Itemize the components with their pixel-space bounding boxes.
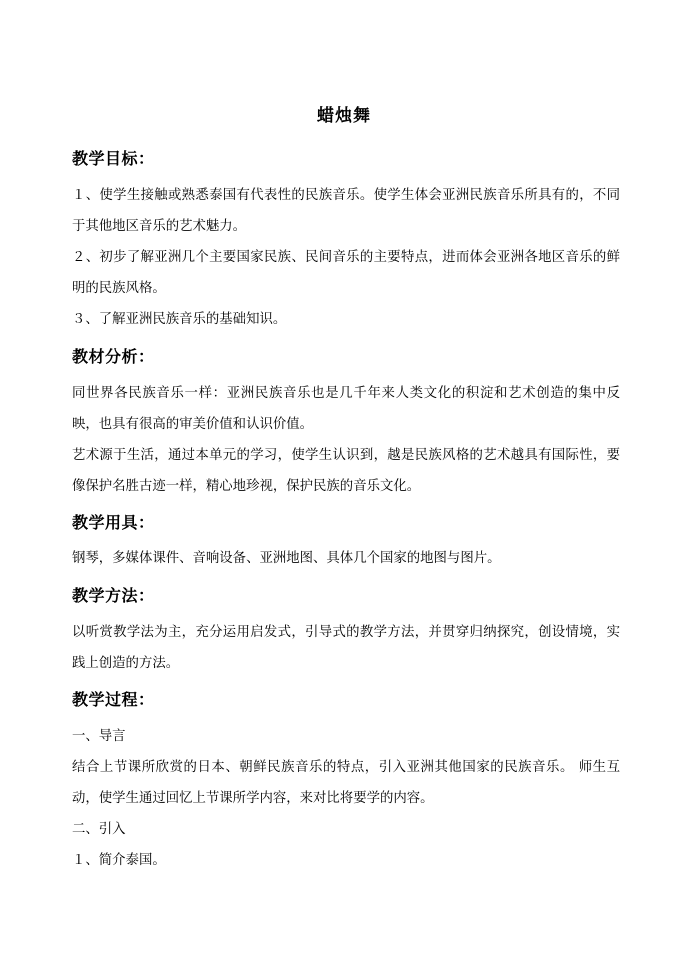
objectives-item-1: １、使学生接触或熟悉泰国有代表性的民族音乐。使学生体会亚洲民族音乐所具有的，不同于其他地区音乐的艺术魅力。 — [72, 188, 620, 234]
process-item-1: 一、导言 — [72, 729, 126, 744]
analysis-item-1: 同世界各民族音乐一样：亚洲民族音乐也是几千年来人类文化的积淀和艺术创造的集中反映，也具有很高的审美价值和认识价值。 — [72, 386, 620, 432]
section-heading-objectives: 教学目标： — [72, 149, 155, 168]
analysis-item-2: 艺术源于生活，通过本单元的学习，使学生认识到，越是民族风格的艺术越具有国际性，要像保护名胜古迹一样，精心地珍视，保护民族的音乐文化。 — [72, 448, 620, 494]
objectives-item-3: ３、了解亚洲民族音乐的基础知识。 — [72, 312, 287, 327]
section-heading-process: 教学过程： — [72, 690, 155, 709]
section-heading-tools: 教学用具： — [72, 513, 155, 532]
section-heading-analysis: 教材分析： — [72, 347, 155, 366]
section-heading-methods: 教学方法： — [72, 586, 155, 605]
objectives-item-2: ２、初步了解亚洲几个主要国家民族、民间音乐的主要特点，进而体会亚洲各地区音乐的鲜明的民族风格。 — [72, 250, 620, 296]
process-item-4: １、简介泰国。 — [72, 853, 166, 868]
methods-item-1: 以听赏教学法为主，充分运用启发式，引导式的教学方法，并贯穿归纳探究，创设情境，实践上创造的方法。 — [72, 625, 620, 671]
tools-item-1: 钢琴，多媒体课件、音响设备、亚洲地图、具体几个国家的地图与图片。 — [72, 551, 501, 566]
process-item-2: 结合上节课所欣赏的日本、朝鲜民族音乐的特点，引入亚洲其他国家的民族音乐。 师生互动，使学生通过回忆上节课所学内容，来对比将要学的内容。 — [72, 760, 620, 806]
document-title: 蜡烛舞 — [317, 106, 371, 126]
process-item-3: 二、引入 — [72, 822, 126, 837]
